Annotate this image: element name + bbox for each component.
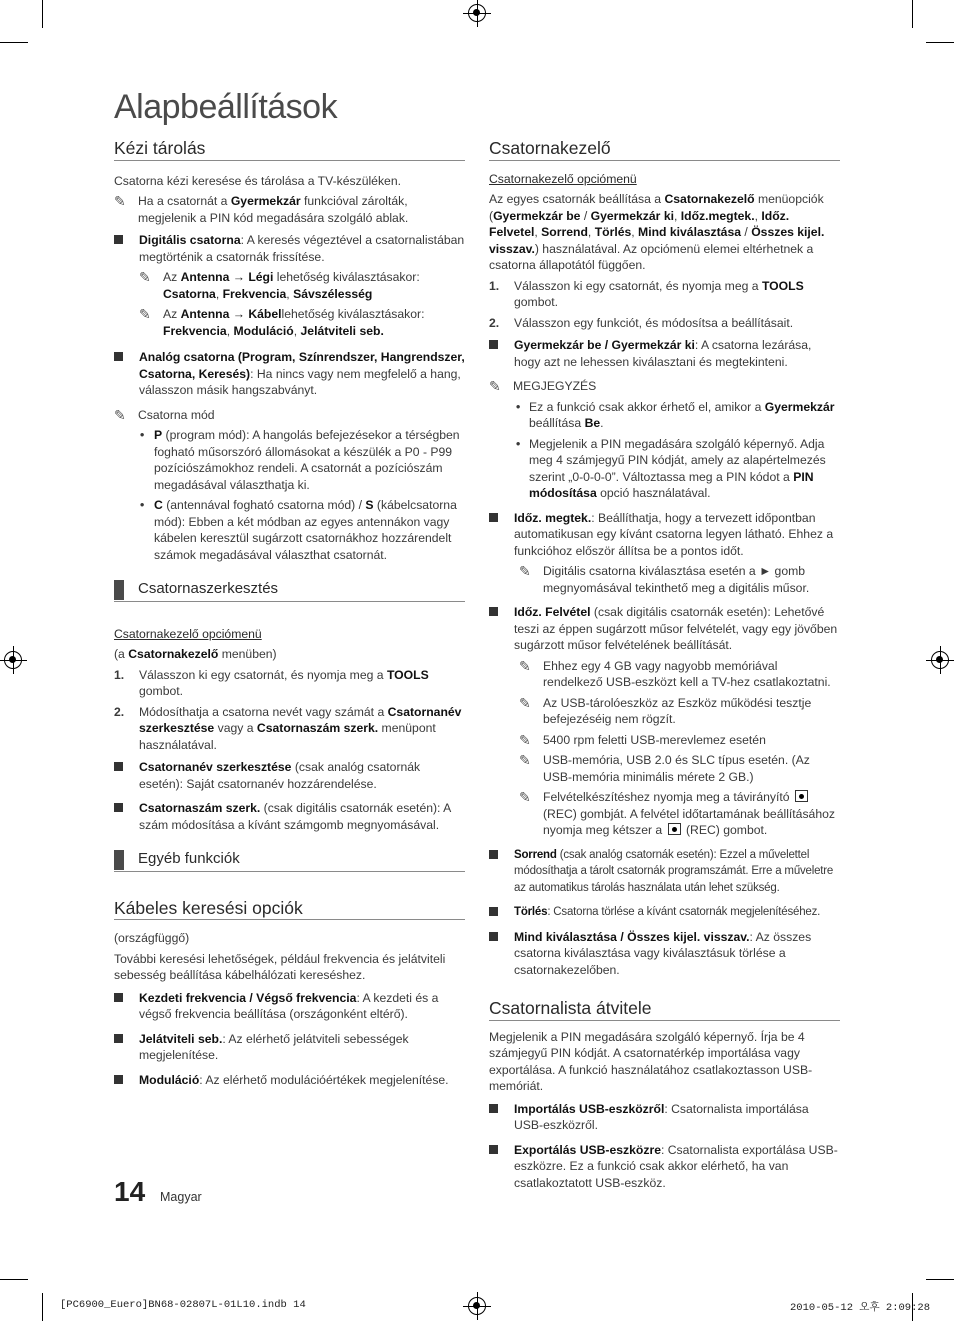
idoz-note: ✎ Digitális csatorna kiválasztása esetén a ► gomb megnyomásával tekinthető meg a digitális műsor. [519,563,810,595]
left-column [114,140,465,1096]
gyermekzar-item: Gyermekzár be / Gyermekzár ki: A csatorna lezárása, hogy azt ne lehessen kiválasztani és megtekinteni. [489,337,840,370]
idoz-item: Időz. megtek.: Beállíthatja, hogy a tervezett időpontban automatikusan egy kívánt csatorna legyen látható. Ehhez a funkcióhoz először állítsa be a pontos időt. [489,510,840,560]
pencil-note-icon: ✎ [519,657,531,674]
rec-button-icon [668,823,681,835]
kabel-b2: Jelátviteli seb.: Az elérhető jelátviteli sebességek megjelenítése. [114,1031,465,1064]
registration-mark-icon [468,1297,486,1315]
footer-timestamp: 2010-05-12 오후 2:09:28 [790,1302,931,1314]
pencil-note-icon: ✎ [139,306,151,322]
felvetel-note-4: ✎ USB-memória, USB 2.0 és SLC típus esetén. (Az USB-memória minimális mérete 2 GB.) [519,752,810,784]
digital-note-kabel: ✎ Az Antenna → Kábellehetőség kiválasztásakor: Frekvencia, Moduláció, Jelátviteli seb. [139,306,425,338]
section-heading-lista: Csatornalista átvitele [489,1000,840,1021]
crop-mark [42,1293,43,1321]
szerk-submenu: Csatornakezelő opciómenü [114,626,262,641]
mode-note: ✎ Csatorna mód [114,406,215,423]
digital-item: Digitális csatorna: A keresés végeztével a csatornalistában megtörténik a csatornák frissítése. [114,232,465,265]
section-heading-kezi: Kézi tárolás [114,140,465,161]
kezelo-step-2: 2. Válasszon egy funkciót, és módosítsa a beállításait. [489,315,794,330]
section-heading-kezelo: Csatornakezelő [489,140,840,161]
felvetel-note-5: ✎ Felvételkészítéshez nyomja meg a távirányító (REC) gombját. A felvétel időtartamának beállításához nyomja meg kétszer a (REC) gombot. [519,789,835,837]
pencil-note-icon: ✎ [114,406,126,423]
pencil-note-icon: ✎ [519,789,531,805]
felvetel-note-1: ✎ Ehhez egy 4 GB vagy nagyobb memóriával rendelkező USB-eszközt kell a TV-hez csatlakoztatni. [519,657,831,689]
szerk-paren: (a Csatornakezelő menüben) [114,647,277,661]
crop-mark [0,42,28,43]
felvetel-item: Időz. Felvétel (csak digitális csatornák esetén): Lehetővé teszi az éppen sugárzott műsor felvételét, vagy egy jövőben sugárzott műsor felvételének beállítását. [489,604,840,654]
mode-c: • C (antennával fogható csatorna mód) / S (kábelcsatorna mód): Ebben a két módban az egyes antennákon vagy kábelen keresztül sugárzott csatornákhoz hozzárendelt számok megadásával választhat csatornát. [140,498,457,562]
pencil-note-icon: ✎ [139,269,151,285]
pencil-note-icon: ✎ [519,563,531,579]
page-number: 14 [114,1176,146,1207]
mode-p: • P (program mód): A hangolás befejezésekor a térségben fogható műsorszóró állomásokat a készülék a P0 - P99 pozíciószámokhoz rendeli. A csatornát a pozíciószám megadásával választhatja ki. [140,428,460,492]
kabel-b3: Moduláció: Az elérhető modulációértékek megjelenítése. [114,1072,465,1089]
crop-mark [912,0,913,28]
registration-mark-icon [931,651,949,669]
torles-item: Törlés: Csatorna törlése a kívánt csatornák megjelenítéséhez. [489,904,840,921]
lista-export: Exportálás USB-eszközre: Csatornalista exportálása USB-eszközre. Ez a funkció csak akkor elérhető, ha van csatlakoztatott USB-eszköz. [489,1142,840,1192]
kezelo-step-1: 1. Válasszon ki egy csatornát, és nyomja meg a TOOLS gombot. [489,278,804,309]
szerk-step-2: 2. Módosíthatja a csatorna nevét vagy számát a Csatornanév szerkesztése vagy a Csatornaszám szerk. menüpont használatával. [114,704,462,752]
rec-button-icon [795,790,808,802]
felvetel-note-2: ✎ Az USB-tárolóeszköz az Eszköz működési tesztje befejezéséig nem rögzít. [519,694,812,726]
section-heading-kabel: Kábeles keresési opciók [114,900,465,921]
megj-b2: • Megjelenik a PIN megadására szolgáló képernyő. Adja meg 4 számjegyű PIN kódját, amely az alapértelmezés szerint „0-0-0-0”. Változtassa meg a PIN kódot a PIN módosítása opció használatával. [516,436,826,500]
kezi-note: ✎ Ha a csatornát a Gyermekzár funkcióval zárolták, megjelenik a PIN kód megadására szolgáló ablak. [114,193,409,225]
pencil-note-icon: ✎ [489,378,501,394]
pencil-note-icon: ✎ [519,752,531,768]
mind-item: Mind kiválasztása / Összes kijel. visszav.: Az összes csatorna kiválasztása vagy kiválasztásuk törlése a csatornakezelőben. [489,929,840,979]
digital-note-legi: ✎ Az Antenna → Légi lehetőség kiválasztásakor: Csatorna, Frekvencia, Sávszélesség [139,269,420,301]
page-title: Alapbeállítások [114,88,338,126]
section-heading-egyeb: Egyéb funkciók [114,851,465,872]
pencil-note-icon: ✎ [114,193,126,209]
megjegyzes-note: ✎ MEGJEGYZÉS [489,378,597,394]
megj-b1: • Ez a funkció csak akkor érhető el, amikor a Gyermekzár beállítása Be. [516,399,835,430]
crop-mark [926,42,954,43]
szerk-step-1: 1. Válasszon ki egy csatornát, és nyomja meg a TOOLS gombot. [114,667,429,698]
kezi-intro: Csatorna kézi keresése és tárolása a TV-készüléken. [114,173,402,188]
registration-mark-icon [468,4,486,22]
sorrend-item: Sorrend (csak analóg csatornák esetén): Ezzel a művelettel módosíthatja a tárolt csatornák programszámát. Erre a műveletre az automatikus tárolás használata után lehet szükség. [489,847,840,897]
kabel-intro: További keresési lehetőségek, például frekvencia és jelátviteli sebesség beállítása kábelhálózati kereséshez. [114,951,446,982]
szerk-b1: Csatornanév szerkesztése (csak analóg csatornák esetén): Saját csatornanév hozzárendelése. [114,759,465,792]
page-language: Magyar [160,1190,202,1204]
crop-mark [926,1279,954,1280]
pencil-note-icon: ✎ [519,731,531,748]
footer-file-info: [PC6900_Euero]BN68-02807L-01L10.indb 14 [60,1299,306,1311]
right-column [489,140,840,1199]
analog-item: Analóg csatorna (Program, Színrendszer, Hangrendszer, Csatorna, Keresés): Ha nincs vagy nem megfelelő a hang, válasszon másik hangszabványt. [114,349,465,399]
lista-import: Importálás USB-eszközről: Csatornalista importálása USB-eszközről. [489,1101,840,1134]
felvetel-note-3: ✎ 5400 rpm feletti USB-merevlemez esetén [519,731,766,748]
lista-intro: Megjelenik a PIN megadására szolgáló képernyő. Írja be 4 számjegyű PIN kódját. A csatornatérkép importálása vagy exportálása. A funkció használatához csatlakoztasson USB-memóriát. [489,1029,813,1093]
pencil-note-icon: ✎ [519,694,531,711]
kezelo-intro: Az egyes csatornák beállítása a Csatornakezelő menüopciók (Gyermekzár be / Gyermekzár ki, Időz.megtek., Időz. Felvetel, Sorrend, Törlés, Mind kiválasztása / Összes kijel. visszav.) használatával. Az opciómenü elemei eltérhetnek a csatorna állapotától függően. [489,192,825,272]
kezelo-submenu: Csatornakezelő opciómenü [489,171,637,186]
crop-mark [0,1279,28,1280]
szerk-b2: Csatornaszám szerk. (csak digitális csatornák esetén): A szám módosítása a kívánt számgomb megnyomásával. [114,800,465,833]
crop-mark [42,0,43,28]
section-heading-szerk: Csatornaszerkesztés [114,581,465,602]
kabel-country: (országfüggő) [114,931,190,945]
registration-mark-icon [4,651,22,669]
kabel-b1: Kezdeti frekvencia / Végső frekvencia: A kezdeti és a végső frekvencia beállítása (országonként eltérő). [114,990,465,1023]
